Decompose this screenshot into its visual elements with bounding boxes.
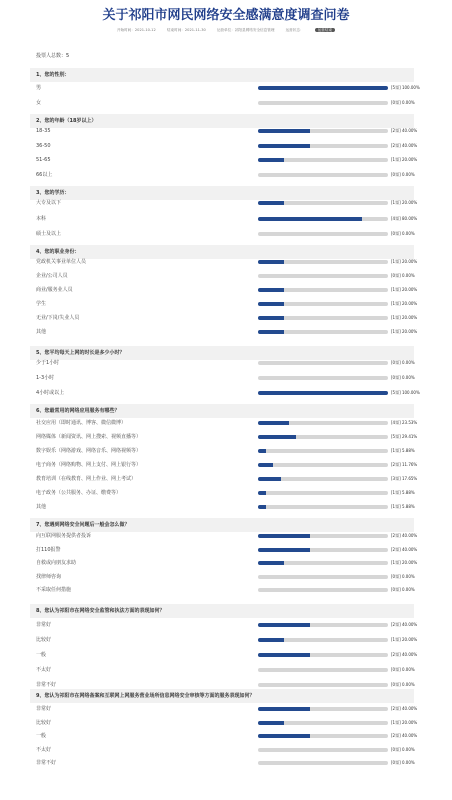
vote-count: [1票]	[391, 560, 401, 565]
vote-count: [2票]	[391, 142, 401, 148]
option-label: 大专及以下	[36, 200, 62, 206]
question-title: 3、您的学历：	[30, 186, 414, 200]
option-bar-track	[258, 668, 388, 672]
option-label: 本科	[36, 215, 47, 222]
option-label: 51-65	[36, 157, 51, 163]
option-bar-fill	[258, 217, 362, 221]
vote-percent: 23.53%	[401, 420, 418, 425]
vote-percent: 0.00%	[401, 760, 415, 765]
vote-count: [2票]	[391, 706, 401, 711]
vote-percent: 0.00%	[401, 360, 415, 365]
option-bar-fill	[258, 316, 284, 320]
option-bar-track	[258, 588, 388, 592]
vote-percent: 20.00%	[401, 719, 418, 725]
option-stat	[391, 573, 415, 581]
vote-percent: 20.00%	[401, 259, 418, 264]
vote-percent: 20.00%	[401, 637, 418, 642]
option-bar-fill	[258, 144, 310, 148]
option-stat	[391, 666, 415, 674]
question-title: 8、您认为祁阳市在网络安全监管和执法方面的表现如何？	[30, 604, 414, 618]
vote-percent: 17.65%	[401, 476, 418, 481]
vote-percent: 11.76%	[401, 462, 418, 467]
vote-percent: 0.00%	[401, 587, 415, 592]
survey-meta	[0, 28, 452, 33]
option-label: 数字娱乐（网络游戏、网络音乐、网络视频等）	[36, 448, 142, 454]
vote-count: [1票]	[391, 504, 401, 509]
option-bar-track	[258, 761, 388, 765]
vote-percent: 0.00%	[401, 375, 415, 380]
option-label: 电子政务（公共服务、办证、缴费等）	[36, 490, 122, 496]
vote-percent: 5.88%	[401, 504, 415, 509]
operator: 运营单位：祁阳县网络安全信息管理	[216, 28, 275, 32]
option-label: 18-35	[36, 128, 51, 134]
vote-percent: 0.00%	[401, 573, 415, 579]
option-label: 向互联网服务提供者投诉	[36, 533, 92, 539]
option-bar-fill	[258, 477, 281, 481]
option-bar-track	[258, 217, 388, 221]
option-bar-fill	[258, 158, 284, 162]
option-bar-fill	[258, 653, 310, 657]
vote-count: [1票]	[391, 448, 401, 453]
vote-percent: 40.00%	[401, 706, 418, 711]
vote-count: [4票]	[391, 420, 401, 425]
option-bar-fill	[258, 721, 284, 725]
option-label: 其他	[36, 329, 47, 335]
option-stat	[391, 503, 415, 511]
vote-percent: 5.88%	[401, 490, 415, 495]
option-stat	[391, 286, 417, 294]
option-bar-track	[258, 391, 388, 395]
option-bar-track	[258, 734, 388, 738]
option-stat	[391, 314, 417, 322]
vote-count: [2票]	[391, 652, 401, 657]
vote-count: [0票]	[391, 667, 401, 672]
vote-count: [4票]	[391, 215, 401, 221]
vote-count: [1票]	[391, 259, 401, 264]
option-bar-track	[258, 129, 388, 133]
vote-count: [0票]	[391, 573, 401, 579]
option-label: 一般	[36, 652, 47, 658]
vote-count: [0票]	[391, 231, 401, 236]
option-bar-fill	[258, 623, 310, 627]
vote-count: [5票]	[391, 85, 401, 90]
vote-percent: 100.00%	[401, 85, 420, 90]
option-stat	[391, 586, 415, 594]
option-stat	[391, 759, 415, 767]
option-label: 36-50	[36, 142, 51, 149]
option-stat	[391, 719, 417, 727]
status-label: 运营状态：	[285, 28, 304, 32]
option-label: 党政机关事业单位人员	[36, 259, 87, 265]
option-stat	[391, 461, 417, 469]
option-bar-fill	[258, 534, 310, 538]
option-stat	[391, 532, 417, 540]
option-bar-track	[258, 302, 388, 306]
vote-count: [0票]	[391, 100, 401, 105]
option-stat	[391, 300, 417, 308]
status-badge: 运营结束	[315, 28, 335, 32]
question-title: 1、您的性别：	[30, 68, 414, 82]
option-stat	[391, 374, 415, 382]
option-stat	[391, 359, 415, 367]
vote-percent: 40.00%	[401, 533, 418, 538]
option-bar-track	[258, 683, 388, 687]
option-label: 社交应用（即时通讯、博客、微信微博）	[36, 420, 127, 426]
option-bar-fill	[258, 302, 284, 306]
question-title: 7、您遇到网络安全问题后一般会怎么做？	[30, 518, 414, 532]
option-bar-track	[258, 548, 388, 552]
option-bar-fill	[258, 86, 388, 90]
vote-count: [0票]	[391, 375, 401, 380]
option-label: 电子商务（网络购物、网上支付、网上银行等）	[36, 462, 142, 468]
option-label: 一般	[36, 733, 47, 739]
option-bar-fill	[258, 330, 284, 334]
vote-count: [2票]	[391, 733, 401, 738]
option-label: 1-3小时	[36, 375, 55, 381]
option-stat	[391, 156, 417, 164]
option-bar-fill	[258, 260, 284, 264]
option-label: 教育培训（在线教育、网上作业、网上考试）	[36, 476, 137, 482]
option-stat	[391, 84, 420, 92]
vote-count: [1票]	[391, 157, 401, 162]
vote-count: [1票]	[391, 287, 401, 292]
vote-count: [1票]	[391, 490, 401, 495]
option-bar-fill	[258, 421, 289, 425]
vote-percent: 0.00%	[401, 746, 415, 752]
vote-count: [0票]	[391, 746, 401, 752]
option-bar-track	[258, 463, 388, 467]
vote-percent: 0.00%	[401, 667, 415, 672]
vote-count: [1票]	[391, 637, 401, 642]
vote-count: [0票]	[391, 587, 401, 592]
vote-count: [0票]	[391, 760, 401, 765]
vote-count: [0票]	[391, 273, 401, 278]
option-bar-fill	[258, 548, 310, 552]
page-title: 关于祁阳市网民网络安全感满意度调查问卷	[102, 8, 350, 23]
option-stat	[391, 328, 417, 336]
option-stat	[391, 258, 417, 266]
option-label: 比较好	[36, 637, 52, 643]
question-title: 2、您的年龄（18岁以上）	[30, 114, 414, 128]
option-label: 其他	[36, 504, 47, 510]
option-stat	[391, 447, 415, 455]
option-label: 不太好	[36, 746, 52, 753]
option-label: 少于1小时	[36, 360, 60, 366]
option-bar-fill	[258, 491, 266, 495]
option-label: 商业/服务业人员	[36, 287, 73, 293]
option-stat	[391, 99, 415, 107]
option-label: 不太好	[36, 667, 52, 673]
option-bar-fill	[258, 707, 310, 711]
option-bar-track	[258, 201, 388, 205]
option-bar-track	[258, 534, 388, 538]
option-bar-track	[258, 274, 388, 278]
option-stat	[391, 746, 415, 754]
vote-count: [5票]	[391, 390, 401, 395]
question-title: 6、您最常用的网络应用服务有哪些？	[30, 404, 414, 418]
vote-percent: 20.00%	[401, 157, 418, 162]
option-bar-track	[258, 477, 388, 481]
vote-percent: 20.00%	[401, 287, 418, 292]
option-bar-track	[258, 721, 388, 725]
option-stat	[391, 419, 417, 427]
option-label: 非常好	[36, 622, 52, 628]
option-label: 66以上	[36, 171, 53, 178]
option-stat	[391, 433, 417, 441]
option-bar-track	[258, 491, 388, 495]
option-stat	[391, 230, 415, 238]
option-bar-track	[258, 505, 388, 509]
vote-percent: 40.00%	[401, 622, 418, 627]
option-label: 打110报警	[36, 546, 61, 553]
vote-count: [2票]	[391, 462, 401, 467]
option-label: 不采取任何措施	[36, 587, 72, 593]
vote-count: [5票]	[391, 434, 401, 439]
option-bar-fill	[258, 201, 284, 205]
option-bar-fill	[258, 449, 266, 453]
end-time: 结束时间：2021-11-30	[166, 28, 206, 32]
option-label: 自救或向朋友求助	[36, 560, 77, 566]
vote-percent: 0.00%	[401, 231, 415, 236]
option-label: 无业/下岗/失业人员	[36, 315, 80, 321]
option-bar-track	[258, 575, 388, 579]
vote-count: [1票]	[391, 719, 401, 725]
option-bar-track	[258, 561, 388, 565]
option-label: 网络媒体（新闻资讯、网上搜索、视频直播等）	[36, 434, 142, 440]
option-bar-track	[258, 435, 388, 439]
vote-count: [2票]	[391, 533, 401, 538]
vote-count: [1票]	[391, 315, 401, 320]
option-bar-track	[258, 361, 388, 365]
option-stat	[391, 546, 417, 554]
option-bar-track	[258, 288, 388, 292]
option-stat	[391, 215, 417, 223]
vote-count: [2票]	[391, 622, 401, 627]
option-stat	[391, 651, 417, 659]
question-title: 4、您的职业身份：	[30, 245, 414, 259]
option-bar-track	[258, 707, 388, 711]
option-bar-fill	[258, 561, 284, 565]
vote-percent: 20.00%	[401, 301, 418, 306]
option-stat	[391, 199, 417, 207]
vote-count: [0票]	[391, 682, 401, 687]
option-stat	[391, 621, 417, 629]
option-bar-track	[258, 421, 388, 425]
option-bar-fill	[258, 505, 266, 509]
option-label: 硕士及以上	[36, 231, 62, 237]
option-label: 找律师咨询	[36, 573, 62, 580]
vote-count: [3票]	[391, 476, 401, 481]
option-bar-track	[258, 158, 388, 162]
option-stat	[391, 389, 420, 397]
vote-percent: 0.00%	[401, 100, 415, 105]
option-label: 非常好	[36, 706, 52, 712]
option-bar-track	[258, 638, 388, 642]
option-stat	[391, 559, 417, 567]
vote-percent: 0.00%	[401, 682, 415, 687]
vote-percent: 20.00%	[401, 329, 418, 334]
option-bar-track	[258, 144, 388, 148]
option-bar-fill	[258, 129, 310, 133]
option-stat	[391, 636, 417, 644]
vote-percent: 20.00%	[401, 315, 418, 320]
option-bar-track	[258, 260, 388, 264]
start-time: 开始时间：2021-10-12	[116, 28, 156, 32]
option-bar-fill	[258, 391, 388, 395]
option-label: 非常不好	[36, 760, 57, 766]
question-title: 5、您平均每天上网的时长是多少小时？	[30, 346, 414, 360]
vote-percent: 20.00%	[401, 560, 418, 565]
vote-percent: 40.00%	[401, 652, 418, 657]
vote-count: [0票]	[391, 360, 401, 365]
option-bar-track	[258, 232, 388, 236]
total-voters: 投票人总数：5	[36, 53, 70, 59]
vote-percent: 0.00%	[401, 171, 415, 177]
vote-percent: 40.00%	[401, 733, 418, 738]
vote-percent: 20.00%	[401, 200, 418, 205]
vote-percent: 5.88%	[401, 448, 415, 453]
option-bar-track	[258, 449, 388, 453]
option-label: 非常不好	[36, 682, 57, 688]
option-bar-track	[258, 86, 388, 90]
option-stat	[391, 475, 417, 483]
vote-percent: 40.00%	[401, 128, 418, 133]
option-bar-track	[258, 623, 388, 627]
option-bar-track	[258, 653, 388, 657]
vote-percent: 80.00%	[401, 215, 418, 221]
vote-percent: 40.00%	[401, 546, 418, 552]
option-bar-track	[258, 173, 388, 177]
option-stat	[391, 142, 417, 150]
vote-count: [2票]	[391, 128, 401, 133]
vote-count: [2票]	[391, 546, 401, 552]
vote-percent: 40.00%	[401, 142, 418, 148]
option-bar-track	[258, 316, 388, 320]
option-bar-fill	[258, 463, 273, 467]
option-bar-fill	[258, 288, 284, 292]
option-stat	[391, 705, 417, 713]
vote-count: [1票]	[391, 301, 401, 306]
vote-count: [1票]	[391, 329, 401, 334]
option-stat	[391, 681, 415, 689]
option-bar-track	[258, 101, 388, 105]
question-title: 9、您认为祁阳市在网络备案和互联网上网服务营业场所信息网络安全审核等方面的服务表现如何？	[30, 689, 414, 703]
option-stat	[391, 272, 415, 280]
option-bar-track	[258, 330, 388, 334]
option-bar-fill	[258, 435, 296, 439]
option-bar-track	[258, 748, 388, 752]
option-stat	[391, 489, 415, 497]
vote-percent: 29.41%	[401, 434, 418, 439]
vote-count: [0票]	[391, 171, 401, 177]
vote-percent: 0.00%	[401, 273, 415, 278]
option-stat	[391, 732, 417, 740]
option-bar-fill	[258, 638, 284, 642]
option-label: 学生	[36, 301, 47, 307]
option-label: 4小时或以上	[36, 390, 65, 396]
option-bar-fill	[258, 734, 310, 738]
option-label: 男	[36, 85, 42, 91]
vote-count: [1票]	[391, 200, 401, 205]
option-stat	[391, 127, 417, 135]
option-label: 比较好	[36, 719, 52, 726]
option-label: 企业/公司人员	[36, 273, 68, 279]
option-label: 女	[36, 100, 42, 106]
option-stat	[391, 171, 415, 179]
vote-percent: 100.00%	[401, 390, 420, 395]
option-bar-track	[258, 376, 388, 380]
